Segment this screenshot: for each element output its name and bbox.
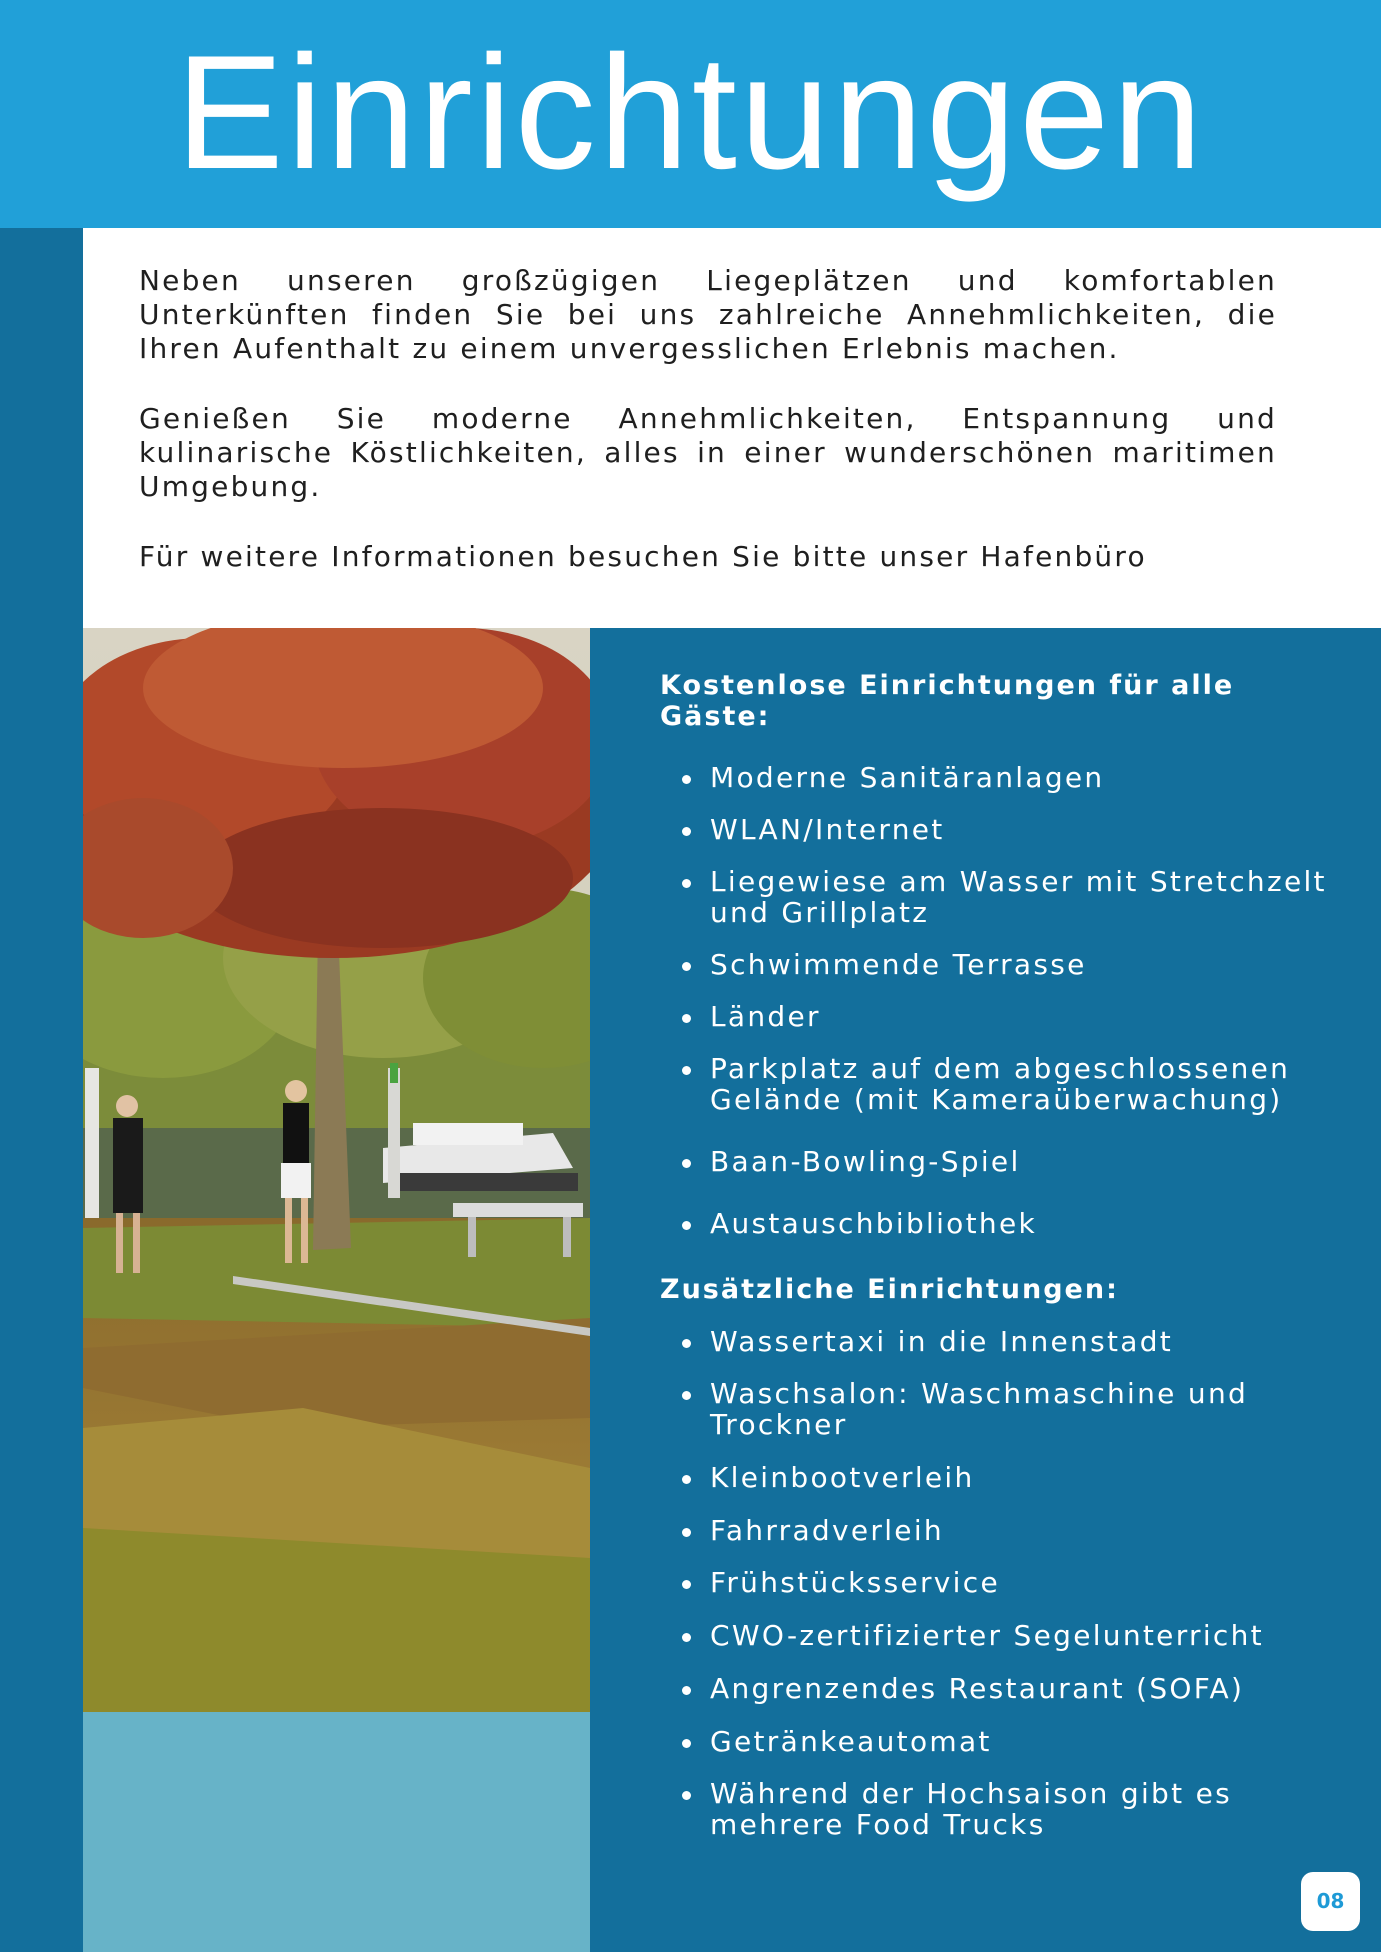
header-banner xyxy=(0,0,1381,228)
list-item: Frühstücksservice xyxy=(710,1567,1350,1598)
park-photo-illustration xyxy=(83,628,590,1712)
list-item: Parkplatz auf dem abgeschlossenen Gelände (mit Kameraüberwachung) xyxy=(710,1053,1350,1115)
list-item: Wassertaxi in die Innenstadt xyxy=(710,1326,1350,1357)
intro-paragraph-2: Genießen Sie moderne Annehmlichkeiten, Entspannung und kulinarische Köstlichkeiten, alles in einer wunderschönen maritimen Umgebung. xyxy=(139,402,1277,503)
list-item: Baan-Bowling-Spiel xyxy=(710,1146,1350,1177)
page-number-badge: 08 xyxy=(1301,1872,1360,1931)
list-item: Kleinbootverleih xyxy=(710,1462,1350,1493)
list-item: Während der Hochsaison gibt es mehrere Food Trucks xyxy=(710,1778,1350,1840)
list-item: Moderne Sanitäranlagen xyxy=(710,762,1350,793)
list-item: WLAN/Internet xyxy=(710,814,1350,845)
decorative-teal-block xyxy=(83,1712,590,1952)
list-item: CWO-zertifizierter Segelunterricht xyxy=(710,1620,1350,1651)
facilities-panel xyxy=(590,628,1381,1952)
list-item: Länder xyxy=(710,1001,1350,1032)
extra-facilities-heading: Zusätzliche Einrichtungen: xyxy=(660,1274,1119,1305)
list-item: Schwimmende Terrasse xyxy=(710,949,1350,980)
list-item: Austauschbibliothek xyxy=(710,1208,1350,1239)
list-item: Getränkeautomat xyxy=(710,1726,1350,1757)
intro-paragraph-1: Neben unseren großzügigen Liegeplätzen und komfortablen Unterkünften finden Sie bei uns zahlreiche Annehmlichkeiten, die Ihren Aufenthalt zu einem unvergesslichen Erlebnis machen. xyxy=(139,264,1277,365)
park-photo xyxy=(83,628,590,1712)
intro-box xyxy=(83,228,1381,628)
list-item: Angrenzendes Restaurant (SOFA) xyxy=(710,1673,1350,1704)
list-item: Fahrradverleih xyxy=(710,1515,1350,1546)
list-item: Liegewiese am Wasser mit Stretchzelt und Grillplatz xyxy=(710,866,1350,928)
free-facilities-heading: Kostenlose Einrichtungen für alle Gäste: xyxy=(660,670,1235,732)
intro-paragraph-3: Für weitere Informationen besuchen Sie bitte unser Hafenbüro xyxy=(139,540,1147,573)
page-title: Einrichtungen xyxy=(175,22,1206,203)
list-item: Waschsalon: Waschmaschine und Trockner xyxy=(710,1378,1350,1440)
